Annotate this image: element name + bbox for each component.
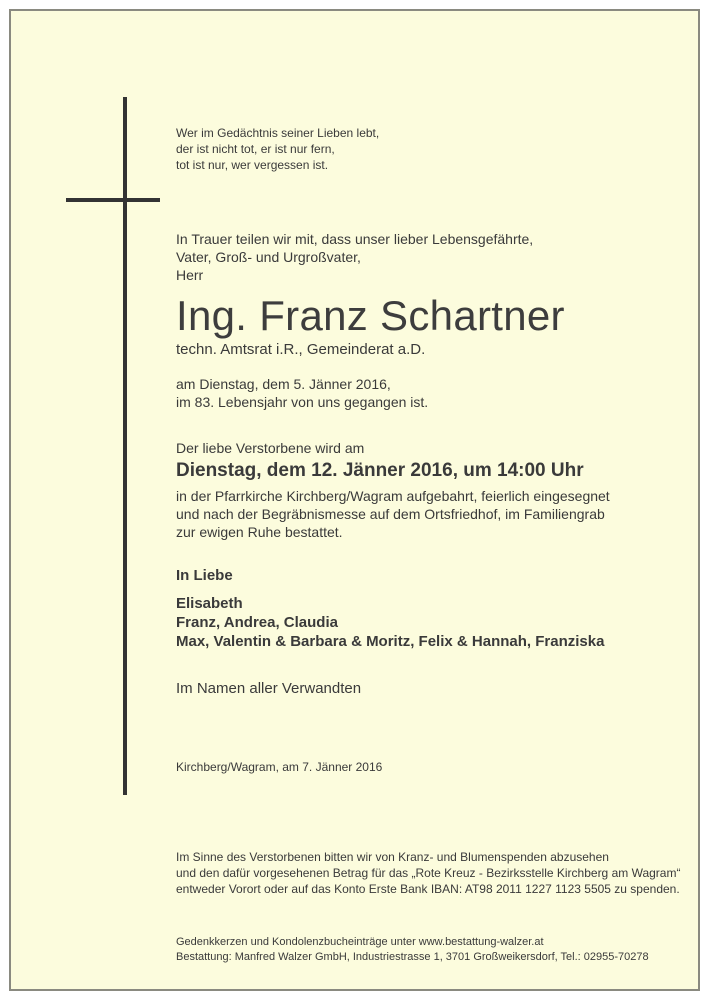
cross-horizontal-bar [66,198,160,202]
funeral-details-line: in der Pfarrkirche Kirchberg/Wagram aufgebahrt, feierlich eingesegnet [176,488,610,504]
funeral-date: Dienstag, dem 12. Jänner 2016, um 14:00 Uhr [176,460,584,481]
funeral-details-line: und nach der Begräbnismesse auf dem Ortsfriedhof, im Familiengrab [176,506,605,522]
mourner-line: Max, Valentin & Barbara & Moritz, Felix & Hannah, Franziska [176,633,605,650]
death-notice [176,375,428,411]
donation-note [176,849,680,897]
in-love-heading: In Liebe [176,567,233,584]
funeral-home-footer [176,935,649,965]
relatives-line: Im Namen aller Verwandten [176,680,362,697]
donation-line: Im Sinne des Verstorbenen bitten wir von Kranz- und Blumenspenden abzusehen [176,850,609,864]
announcement-intro [176,230,533,284]
death-line: im 83. Lebensjahr von uns gegangen ist. [176,394,429,410]
funeral-details-line: zur ewigen Ruhe bestattet. [176,524,343,540]
funeral-details [176,487,610,541]
memorial-quote [176,125,379,173]
quote-line: der ist nicht tot, er ist nur fern, [176,142,335,156]
mourner-line: Elisabeth [176,595,243,612]
quote-line: tot ist nur, wer vergessen ist. [176,158,329,172]
deceased-title: techn. Amtsrat i.R., Gemeinderat a.D. [176,341,426,358]
mourner-line: Franz, Andrea, Claudia [176,614,338,631]
donation-line: und den dafür vorgesehenen Betrag für das „Rote Kreuz - Bezirksstelle Kirchberg am Wagram“ [176,866,681,880]
place-date: Kirchberg/Wagram, am 7. Jänner 2016 [176,760,383,774]
death-line: am Dienstag, dem 5. Jänner 2016, [176,376,391,392]
mourners-list [176,594,604,651]
deceased-name: Ing. Franz Schartner [176,292,565,339]
intro-line: In Trauer teilen wir mit, dass unser lieber Lebensgefährte, [176,231,534,247]
intro-line: Vater, Groß- und Urgroßvater, [176,249,361,265]
donation-line: entweder Vorort oder auf das Konto Erste Bank IBAN: AT98 2011 1227 1123 5505 zu spenden. [176,882,680,896]
footer-line: Gedenkkerzen und Kondolenzbucheinträge unter www.bestattung-walzer.at [176,936,544,948]
funeral-intro: Der liebe Verstorbene wird am [176,440,365,456]
quote-line: Wer im Gedächtnis seiner Lieben lebt, [176,126,380,140]
footer-line: Bestattung: Manfred Walzer GmbH, Industriestrasse 1, 3701 Großweikersdorf, Tel.: 02955-70278 [176,951,649,963]
intro-line: Herr [176,267,204,283]
